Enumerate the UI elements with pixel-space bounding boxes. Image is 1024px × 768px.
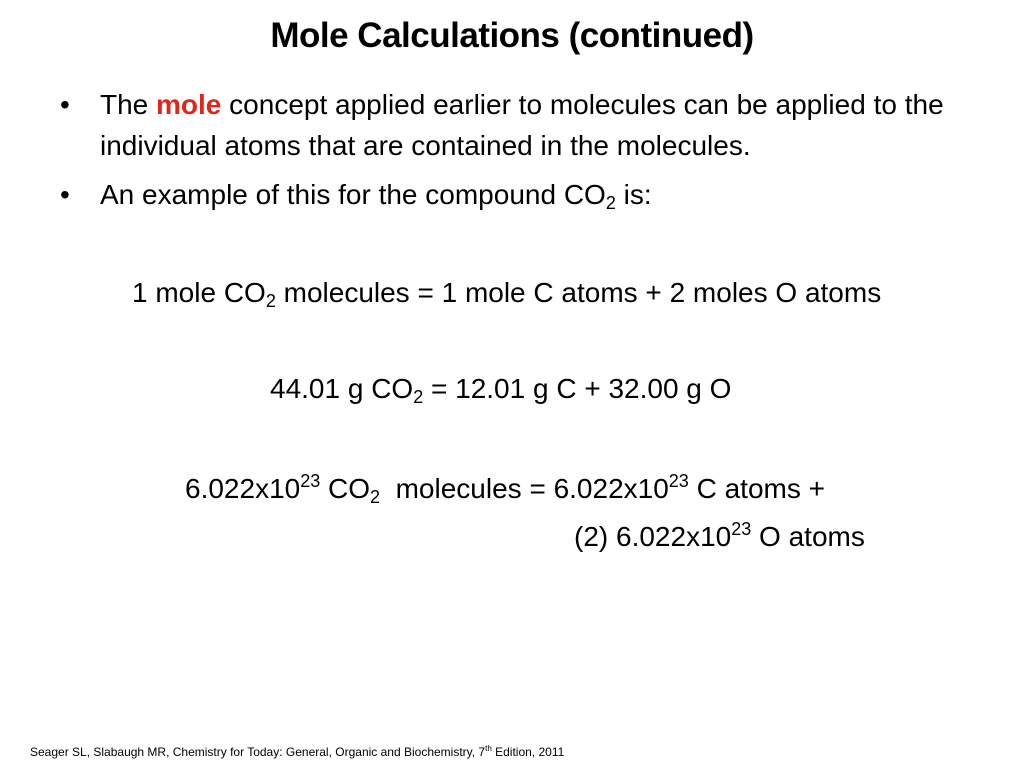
eq3-superscript-1: 23 bbox=[300, 471, 321, 491]
equation-moles bbox=[132, 276, 881, 310]
slide-title: Mole Calculations (continued) bbox=[270, 16, 754, 55]
bullet1-text-post: concept applied earlier to molecules can be applied to the individual atoms that are contained in the molecules. bbox=[100, 89, 944, 161]
eq3-part-d: C atoms + bbox=[688, 473, 825, 504]
footer-superscript: th bbox=[485, 744, 492, 753]
eq2-subscript: 2 bbox=[413, 387, 424, 407]
bullet2-text-post: is: bbox=[615, 179, 652, 210]
bullet-list bbox=[60, 84, 980, 223]
eq4-part-b: O atoms bbox=[751, 521, 865, 552]
bullet1-text-pre: The bbox=[100, 89, 157, 120]
bullet2-subscript: 2 bbox=[605, 193, 616, 213]
citation-footer bbox=[30, 745, 564, 759]
eq2-part-a: 44.01 g CO bbox=[270, 373, 414, 404]
equation-particles-line1 bbox=[185, 472, 825, 506]
equation-particles-line2 bbox=[574, 520, 865, 554]
bullet-icon: • bbox=[60, 179, 70, 210]
bullet-icon: • bbox=[60, 89, 70, 120]
eq3-subscript: 2 bbox=[370, 487, 381, 507]
footer-part-a: Seager SL, Slabaugh MR, Chemistry for Today: General, Organic and Biochemistry, 7 bbox=[30, 745, 486, 759]
eq1-subscript: 2 bbox=[265, 291, 276, 311]
eq3-superscript-2: 23 bbox=[668, 471, 689, 491]
eq1-part-a: 1 mole CO bbox=[132, 277, 266, 308]
eq4-superscript: 23 bbox=[731, 519, 752, 539]
bullet-item-example bbox=[60, 174, 980, 215]
eq3-part-c: molecules = 6.022x10 bbox=[380, 473, 669, 504]
eq2-part-b: = 12.01 g C + 32.00 g O bbox=[423, 373, 732, 404]
eq1-part-b: molecules = 1 mole C atoms + 2 moles O atoms bbox=[275, 277, 882, 308]
bullet2-text-pre: An example of this for the compound CO bbox=[100, 179, 606, 210]
eq4-part-a: (2) 6.022x10 bbox=[574, 521, 732, 552]
equation-grams bbox=[270, 372, 731, 406]
footer-part-b: Edition, 2011 bbox=[491, 745, 565, 759]
mole-keyword: mole bbox=[156, 89, 222, 120]
eq3-part-b: CO bbox=[320, 473, 371, 504]
eq3-part-a: 6.022x10 bbox=[185, 473, 301, 504]
bullet-item-mole-concept bbox=[60, 84, 980, 166]
